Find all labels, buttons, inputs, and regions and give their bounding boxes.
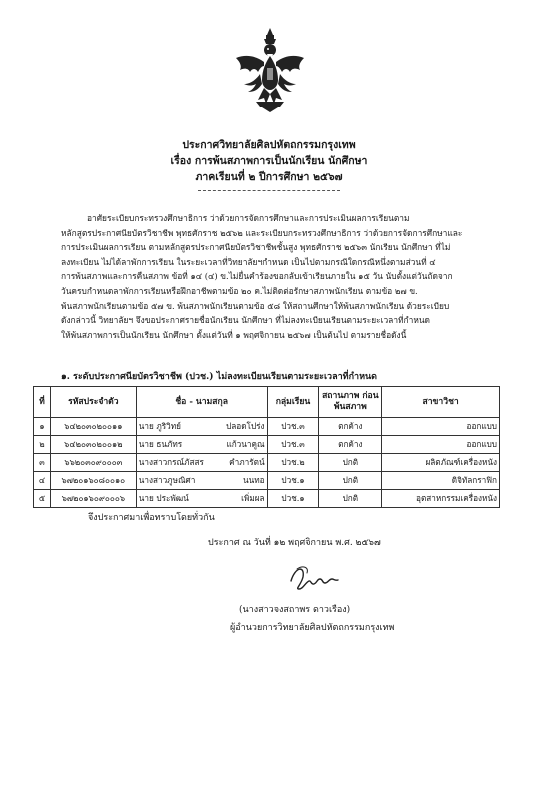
body-line: วันครบกำหนดลาพักการเรียนหรือฝึกอาชีพตามข้อ ๒๐ ค.ไม่ติดต่อรักษาสภาพนักเรียน ตามข้อ ๒๗ ข.	[61, 285, 418, 296]
cell-status: ปกติ	[319, 454, 382, 472]
body-line: พ้นสภาพนักเรียนตามข้อ ๕๗ ข. พ้นสภาพนักเรียนตามข้อ ๕๘ ให้สถานศึกษาให้พ้นสภาพนักเรียน ด้วยระเบียบ	[61, 300, 450, 311]
cell-major: อุตสาหกรรมเครื่องหนัง	[382, 490, 500, 508]
signer-position: ผู้อำนวยการวิทยาลัยศิลปหัตถกรรมกรุงเทพ	[230, 623, 395, 633]
body-line: การพ้นสภาพและการคืนสภาพ ข้อที่ ๑๔ (๔) ข.ไม่ยื่นคำร้องขอกลับเข้าเรียนภายใน ๑๕ วัน นับตั้งแต่วันถัดจาก	[61, 271, 453, 282]
body-line: ลงทะเบียน ไม่ได้ลาพักการเรียน ในระยะเวลาที่วิทยาลัยฯกำหนด เป็นไปตามกรณีใดกรณีหนึ่งตามส่วนที่ ๔	[61, 256, 436, 267]
body-line: ดังกล่าวนี้ วิทยาลัยฯ จึงขอประกาศรายชื่อนักเรียน นักศึกษา ที่ไม่ลงทะเบียนเรียนตามระยะเวลาที่กำหนด	[61, 315, 430, 326]
first-name: นาย ธนภัทร	[138, 439, 183, 449]
cell-major: ผลิตภัณฑ์เครื่องหนัง	[382, 454, 500, 472]
body-line: การประเมินผลการเรียน ตามหลักสูตรประกาศนียบัตรวิชาชีพชั้นสูง พุทธศักราช ๒๕๖๓ นักเรียน นักศึกษา ที่ไม่	[61, 242, 451, 253]
announcement-term: ภาคเรียนที่ ๒ ปีการศึกษา ๒๕๖๗	[195, 171, 343, 183]
cell-name	[136, 418, 267, 436]
header-major: สาขาวิชา	[382, 387, 500, 418]
handwritten-signature-icon	[283, 561, 343, 595]
cell-group: ปวช.๓	[267, 436, 319, 454]
table-row	[34, 454, 500, 472]
cell-major: ออกแบบ	[382, 436, 500, 454]
announcement-org-title: ประกาศวิทยาลัยศิลปหัตถกรรมกรุงเทพ	[182, 139, 356, 151]
cell-no: ๓	[34, 454, 51, 472]
table-row	[34, 436, 500, 454]
body-line: ให้พ้นสภาพการเป็นนักเรียน นักศึกษา ตั้งแต่วันที่ ๑ พฤศจิกายน ๒๕๖๗ เป็นต้นไป ตามรายชื่อดังนี้	[61, 329, 407, 340]
last-name: แก้วนาคูณ	[226, 439, 265, 449]
closing-notice: จึงประกาศมาเพื่อทราบโดยทั่วกัน	[88, 513, 215, 523]
cell-status: ปกติ	[319, 472, 382, 490]
signer-name: (นางสาวจงสถาพร ดาวเรือง)	[239, 605, 351, 615]
last-name: คำภารัตน์	[229, 457, 265, 467]
cell-no: ๕	[34, 490, 51, 508]
first-name: นาย ภูริวิทย์	[138, 421, 181, 431]
last-name: นนทอ	[243, 475, 265, 485]
header-student-id: รหัสประจำตัว	[50, 387, 136, 418]
cell-name	[136, 454, 267, 472]
cell-no: ๔	[34, 472, 51, 490]
table-row	[34, 418, 500, 436]
cell-no: ๒	[34, 436, 51, 454]
cell-student-id: ๖๔๒๐๓๐๒๐๐๑๒	[50, 436, 136, 454]
cell-no: ๑	[34, 418, 51, 436]
table-row	[34, 472, 500, 490]
table-header-row	[34, 387, 500, 418]
cell-student-id: ๖๖๒๐๓๐๙๐๐๐๓	[50, 454, 136, 472]
last-name: ปลอดโปร่ง	[226, 421, 265, 431]
cell-major: ดิจิทัลกราฟิก	[382, 472, 500, 490]
garuda-emblem-icon	[234, 26, 306, 112]
cell-group: ปวช.๒	[267, 454, 319, 472]
cell-group: ปวช.๓	[267, 418, 319, 436]
first-name: นางสาวภูษณิศา	[138, 475, 196, 485]
cell-name	[136, 490, 267, 508]
cell-group: ปวช.๑	[267, 490, 319, 508]
header-full-name: ชื่อ - นามสกุล	[136, 387, 267, 418]
body-line: อาศัยระเบียบกระทรวงศึกษาธิการ ว่าด้วยการจัดการศึกษาและการประเมินผลการเรียนตาม	[87, 213, 410, 223]
header-status: สถานภาพ ก่อนพ้นสภาพ	[319, 387, 382, 418]
header-divider	[198, 190, 340, 191]
section-title: ๑. ระดับประกาศนียบัตรวิชาชีพ (ปวช.) ไม่ลงทะเบียนเรียนตามระยะเวลาที่กำหนด	[61, 372, 378, 382]
cell-status: ตกค้าง	[319, 436, 382, 454]
announcement-subject: เรื่อง การพ้นสภาพการเป็นนักเรียน นักศึกษา	[170, 155, 368, 167]
cell-status: ตกค้าง	[319, 418, 382, 436]
cell-status: ปกติ	[319, 490, 382, 508]
header-no: ที่	[34, 387, 51, 418]
first-name: นางสาวกรณ์ภัสสร	[138, 457, 204, 467]
table-row	[34, 490, 500, 508]
cell-name	[136, 436, 267, 454]
cell-major: ออกแบบ	[382, 418, 500, 436]
student-table	[33, 386, 500, 508]
body-line: หลักสูตรประกาศนียบัตรวิชาชีพ พุทธศักราช ๒๕๖๒ และระเบียบกระทรวงศึกษาธิการ ว่าด้วยการจัดการศึกษาและ	[61, 227, 463, 238]
cell-name	[136, 472, 267, 490]
cell-student-id: ๖๗๒๐๑๖๐๙๐๐๐๖	[50, 490, 136, 508]
last-name: เพิ่มผล	[241, 493, 265, 503]
cell-student-id: ๖๔๒๐๓๐๒๐๐๑๑	[50, 418, 136, 436]
body-paragraph	[61, 211, 482, 342]
first-name: นาย ประพัฒน์	[138, 493, 189, 503]
header-class-group: กลุ่มเรียน	[267, 387, 319, 418]
announcement-date: ประกาศ ณ วันที่ ๑๒ พฤศจิกายน พ.ศ. ๒๕๖๗	[208, 538, 381, 548]
cell-group: ปวช.๑	[267, 472, 319, 490]
cell-student-id: ๖๗๒๐๑๖๐๘๐๐๑๐	[50, 472, 136, 490]
